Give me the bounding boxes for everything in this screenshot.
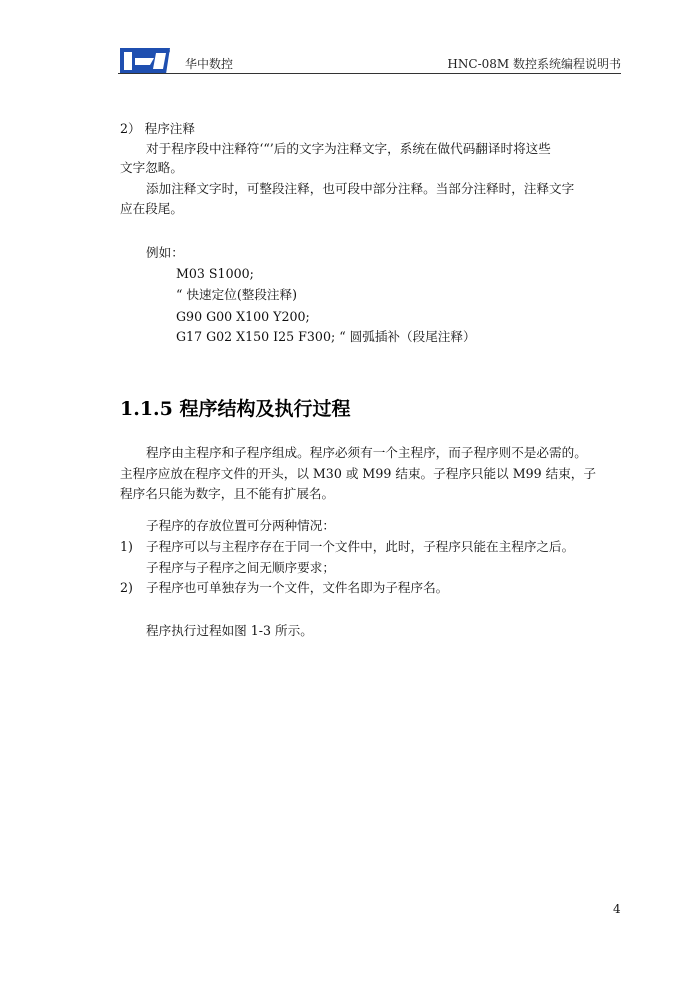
paragraph-line: 对于程序段中注释符‘“’后的文字为注释文字，系统在做代码翻译时将这些 [146,141,551,156]
paragraph-line: 添加注释文字时，可整段注释，也可段中部分注释。当部分注释时，注释文字 [146,181,575,196]
header-rule [118,73,621,74]
paragraph-line: 文字忽略。 [120,160,183,175]
paragraph-line: 应在段尾。 [120,201,183,216]
code-line: G17 G02 X150 I25 F300; “ 圆弧插补（段尾注释） [176,329,476,344]
list-item-line: 子程序可以与主程序存在于同一个文件中，此时，子程序只能在主程序之后。 [146,539,575,554]
list-number: 1) [120,539,133,554]
page-header [118,44,621,74]
item-label-program-comment: 2） 程序注释 [120,121,195,136]
example-label: 例如： [146,245,184,260]
document-title: HNC-08M 数控系统编程说明书 [447,57,621,71]
list-item-line: 子程序也可单独存为一个文件，文件名即为子程序名。 [146,580,449,595]
section-heading: 1.1.5 程序结构及执行过程 [120,398,351,420]
code-line: G90 G00 X100 Y200; [176,309,310,324]
code-line: M03 S1000; [176,266,254,281]
list-item-line: 子程序与子程序之间无顺序要求； [146,560,335,575]
hnc-logo [120,48,170,74]
paragraph-line: 子程序的存放位置可分两种情况： [146,518,335,533]
company-name: 华中数控 [185,57,234,71]
code-line: “ 快速定位(整段注释) [176,287,298,302]
paragraph-line: 程序由主程序和子程序组成。程序必须有一个主程序，而子程序则不是必需的。 [146,445,587,460]
paragraph-line: 程序执行过程如图 1-3 所示。 [146,623,313,638]
list-number: 2) [120,580,133,595]
paragraph-line: 程序名只能为数字，且不能有扩展名。 [120,486,335,501]
paragraph-line: 主程序应放在程序文件的开头，以 M30 或 M99 结束。子程序只能以 M99 结束，子 [120,466,596,481]
page-number: 4 [613,902,621,916]
